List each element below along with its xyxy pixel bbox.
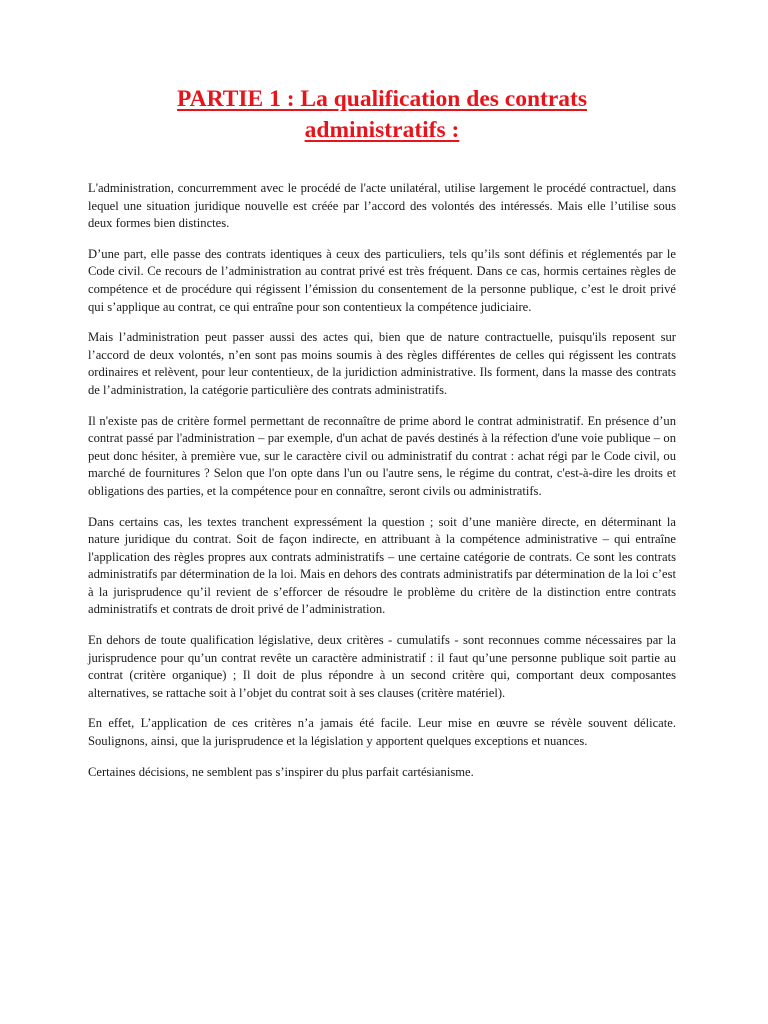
paragraph-3: Mais l’administration peut passer aussi des actes qui, bien que de nature contractuelle, puisqu'ils reposent sur l’accord de deux volontés, n’en sont pas moins soumis à des règles différentes de celles qui régissent les contrats ordinaires et relèvent, pour leur contentieux, de la juridiction administrative. Ils forment, dans la masse des contrats de l’administration, la catégorie particulière des contrats administratifs. [88,330,676,397]
paragraph-8: Certaines décisions, ne semblent pas s’inspirer du plus parfait cartésianisme. [88,764,474,779]
title-line-1: PARTIE 1 : La qualification des contrats [177,86,587,112]
paragraph-4: Il n'existe pas de critère formel permettant de reconnaître de prime abord le contrat administratif. En présence d’un contrat passé par l'administration – par exemple, d'un achat de pavés destinés à la réfection d'une voie publique – on peut donc hésiter, à première vue, sur le caractère civil ou administratif du contrat : achat régi par le Code civil, ou marché de fournitures ? Selon que l'on opte dans l'un ou l'autre sens, le régime du contrat, c'est-à-dire les droits et obligations des parties, et la compétence pour en connaître, seront civils ou administratifs. [88,413,676,498]
paragraph-6: En dehors de toute qualification législative, deux critères - cumulatifs - sont reconnues comme nécessaires par la jurisprudence pour qu’un contrat revête un caractère administratif : il faut qu’une personne publique soit partie au contrat (critère organique) ; Il doit de plus répondre à un second critère qui, comportant deux composantes alternatives, se rattache soit à l’objet du contrat soit à ses clauses (critère matériel). [88,633,676,700]
paragraph-5: Dans certains cas, les textes tranchent expressément la question ; soit d’une manière directe, en déterminant la nature juridique du contrat. Soit de façon indirecte, en attribuant à la compétence administrative – qui entraîne l'application des règles propres aux contrats administratifs – une certaine catégorie de contrats. Ce sont les contrats administratifs par détermination de la loi. Mais en dehors des contrats administratifs par détermination de la loi c’est à la jurisprudence qu’il revient de s’efforcer de résoudre le problème du critère de la distinction entre contrats administratifs et contrats de droit privé de l’administration. [88,514,676,617]
paragraph-7: En effet, L’application de ces critères n’a jamais été facile. Leur mise en œuvre se révèle souvent délicate. Soulignons, ainsi, que la jurisprudence et la législation y apportent quelques exceptions et nuances. [88,716,676,749]
document-title [88,84,676,146]
title-line-2: administratifs : [304,117,460,143]
paragraph-1: L'administration, concurremment avec le procédé de l'acte unilatéral, utilise largement le procédé contractuel, dans lequel une situation juridique nouvelle est créée par l’accord des volontés des intéressés. Mais elle l’utilise sous deux formes bien distinctes. [88,181,676,231]
paragraph-2: D’une part, elle passe des contrats identiques à ceux des particuliers, tels qu’ils sont définis et réglementés par le Code civil. Ce recours de l’administration au contrat privé est très fréquent. Dans ce cas, hormis certaines règles de compétence et de procédure qui régissent l’émission du consentement de la personne publique, c’est le droit privé qui s’applique au contrat, ce qui entraîne pour son contentieux la compétence judiciaire. [88,246,676,314]
